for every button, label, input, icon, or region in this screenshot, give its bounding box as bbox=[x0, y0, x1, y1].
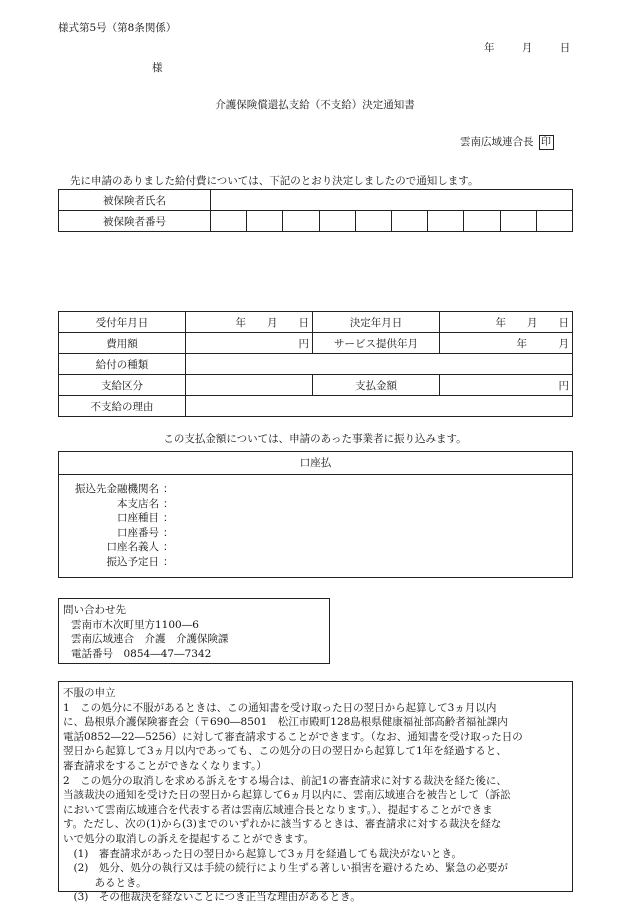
cost-label: 費用額 bbox=[59, 333, 186, 354]
account-field-label: 口座名義人 bbox=[106, 541, 159, 554]
account-field-label: 本支店名 bbox=[117, 497, 159, 510]
date-line bbox=[484, 40, 570, 55]
account-field-colon: ： bbox=[163, 512, 174, 525]
account-field-row bbox=[59, 526, 572, 541]
objection-line: 翌日から起算して3ヵ月以内であっても、この処分の日の翌日から起算して1年を経過すると、 bbox=[63, 745, 507, 758]
account-field-label: 振込先金融機関名 bbox=[75, 483, 159, 495]
insured-number-cell bbox=[319, 211, 355, 232]
account-field-row bbox=[59, 497, 572, 512]
payment-amount-value: 円 bbox=[440, 375, 573, 396]
form-number: 様式第5号（第8条関係） bbox=[58, 22, 177, 34]
objection-line: す。ただし、次の(1)から(3)までのいずれかに該当するときは、審査請求に対する裁決を経な bbox=[63, 818, 502, 831]
payment-class-label: 支給区分 bbox=[59, 375, 186, 396]
issuer bbox=[460, 134, 554, 150]
insured-number-cell bbox=[355, 211, 391, 232]
objection-line: に、島根県介護保険審査会（〒690―8501 松江市殿町128島根県健康福祉部高齢者福祉課内 bbox=[63, 716, 508, 729]
issuer-name: 雲南広域連合長 bbox=[460, 136, 534, 148]
account-field-colon: ： bbox=[163, 483, 174, 495]
account-field-colon: ： bbox=[163, 526, 174, 539]
contact-box bbox=[58, 598, 330, 664]
transfer-note: この支払金額については、申請のあった事業者に振り込みます。 bbox=[163, 433, 467, 445]
account-field-label: 口座種目 bbox=[117, 512, 159, 525]
contact-address: 雲南市木次町里方1100―6 bbox=[71, 618, 199, 631]
seal-stamp: 印 bbox=[539, 135, 554, 150]
payment-class-value bbox=[186, 375, 313, 396]
account-field-label: 振込予定日 bbox=[106, 555, 159, 568]
receipt-date-label: 受付年月日 bbox=[59, 312, 186, 333]
account-field-colon: ： bbox=[163, 541, 174, 554]
account-field-row bbox=[59, 555, 572, 570]
account-box bbox=[58, 451, 573, 578]
decision-date-label: 決定年月日 bbox=[313, 312, 440, 333]
insured-number-cell bbox=[464, 211, 500, 232]
objection-line: (1) 審査請求があった日の翌日から起算して3ヵ月を経過しても裁決がないとき。 bbox=[63, 847, 463, 860]
objection-line: 審査請求をすることができなくなります。） bbox=[63, 759, 267, 772]
service-month-value: 年 月 bbox=[440, 333, 573, 354]
service-month-label: サービス提供年月 bbox=[313, 333, 440, 354]
objection-line: いで処分の取消しの訴えを提起することができます。 bbox=[63, 832, 315, 845]
date-month: 月 bbox=[521, 42, 533, 54]
contact-heading: 問い合わせ先 bbox=[63, 604, 126, 616]
cost-value: 円 bbox=[186, 333, 313, 354]
date-day: 日 bbox=[559, 42, 571, 54]
objection-line: (2) 処分、処分の執行又は手続の続行により生ずる著しい損害を避けるため、緊急の必要が bbox=[63, 862, 508, 875]
payment-amount-label: 支払金額 bbox=[313, 375, 440, 396]
insured-number-cell bbox=[428, 211, 464, 232]
insured-table bbox=[58, 189, 573, 232]
insured-number-cell bbox=[283, 211, 319, 232]
insured-number-cell bbox=[211, 211, 247, 232]
insured-number-cell bbox=[500, 211, 536, 232]
account-field-row bbox=[59, 482, 572, 497]
account-fields bbox=[59, 482, 572, 570]
page-title: 介護保険償還払支給（不支給）決定通知書 bbox=[215, 99, 415, 111]
receipt-date-value: 年 月 日 bbox=[186, 312, 313, 333]
insured-name-label: 被保険者氏名 bbox=[59, 190, 211, 211]
intro-text: 先に申請のありました給付費については、下記のとおり決定しましたので通知します。 bbox=[70, 175, 479, 187]
account-field-colon: ： bbox=[163, 497, 174, 510]
account-field-label: 口座番号 bbox=[117, 526, 159, 539]
insured-number-cell bbox=[536, 211, 572, 232]
account-field-row bbox=[59, 511, 572, 526]
benefit-type-value bbox=[186, 354, 573, 375]
account-field-row bbox=[59, 540, 572, 555]
decision-table bbox=[58, 311, 573, 417]
objection-line: あるとき。 bbox=[63, 876, 147, 889]
objection-box bbox=[58, 681, 573, 904]
decision-date-value: 年 月 日 bbox=[440, 312, 573, 333]
account-field-colon: ： bbox=[163, 555, 174, 568]
insured-name-value bbox=[211, 190, 573, 211]
objection-heading: 不服の申立 bbox=[63, 687, 116, 699]
reason-label: 不支給の理由 bbox=[59, 396, 186, 417]
insured-number-cell bbox=[247, 211, 283, 232]
account-header: 口座払 bbox=[59, 452, 572, 475]
objection-line: 当該裁決の通知を受けた日の翌日から起算して6ヵ月以内に、雲南広域連合を被告として（訴訟 bbox=[63, 789, 511, 802]
addressee: 様 bbox=[152, 62, 163, 74]
objection-line: 電話0852―22―5256）に対して審査請求することができます。（なお、通知書を受け取った日の bbox=[63, 730, 523, 743]
benefit-type-label: 給付の種類 bbox=[59, 354, 186, 375]
insured-number-label: 被保険者番号 bbox=[59, 211, 211, 232]
objection-line: において雲南広域連合を代表する者は雲南広域連合長となります。）、提起することができま bbox=[63, 803, 493, 816]
date-year: 年 bbox=[484, 42, 495, 54]
objection-line: 1 この処分に不服があるときは、この通知書を受け取った日の翌日から起算して3ヵ月以内 bbox=[63, 701, 497, 714]
contact-department: 雲南広域連合 介護 介護保険課 bbox=[71, 633, 229, 646]
objection-body bbox=[63, 701, 572, 905]
insured-number-cell bbox=[391, 211, 427, 232]
contact-phone: 電話番号 0854―47―7342 bbox=[71, 647, 212, 660]
objection-line: 2 この処分の取消しを求める訴えをする場合は、前記1の審査請求に対する裁決を経た後に、 bbox=[63, 774, 507, 787]
objection-line: (3) その他裁決を経ないことにつき正当な理由があるとき。 bbox=[63, 891, 361, 904]
reason-value bbox=[186, 396, 573, 417]
